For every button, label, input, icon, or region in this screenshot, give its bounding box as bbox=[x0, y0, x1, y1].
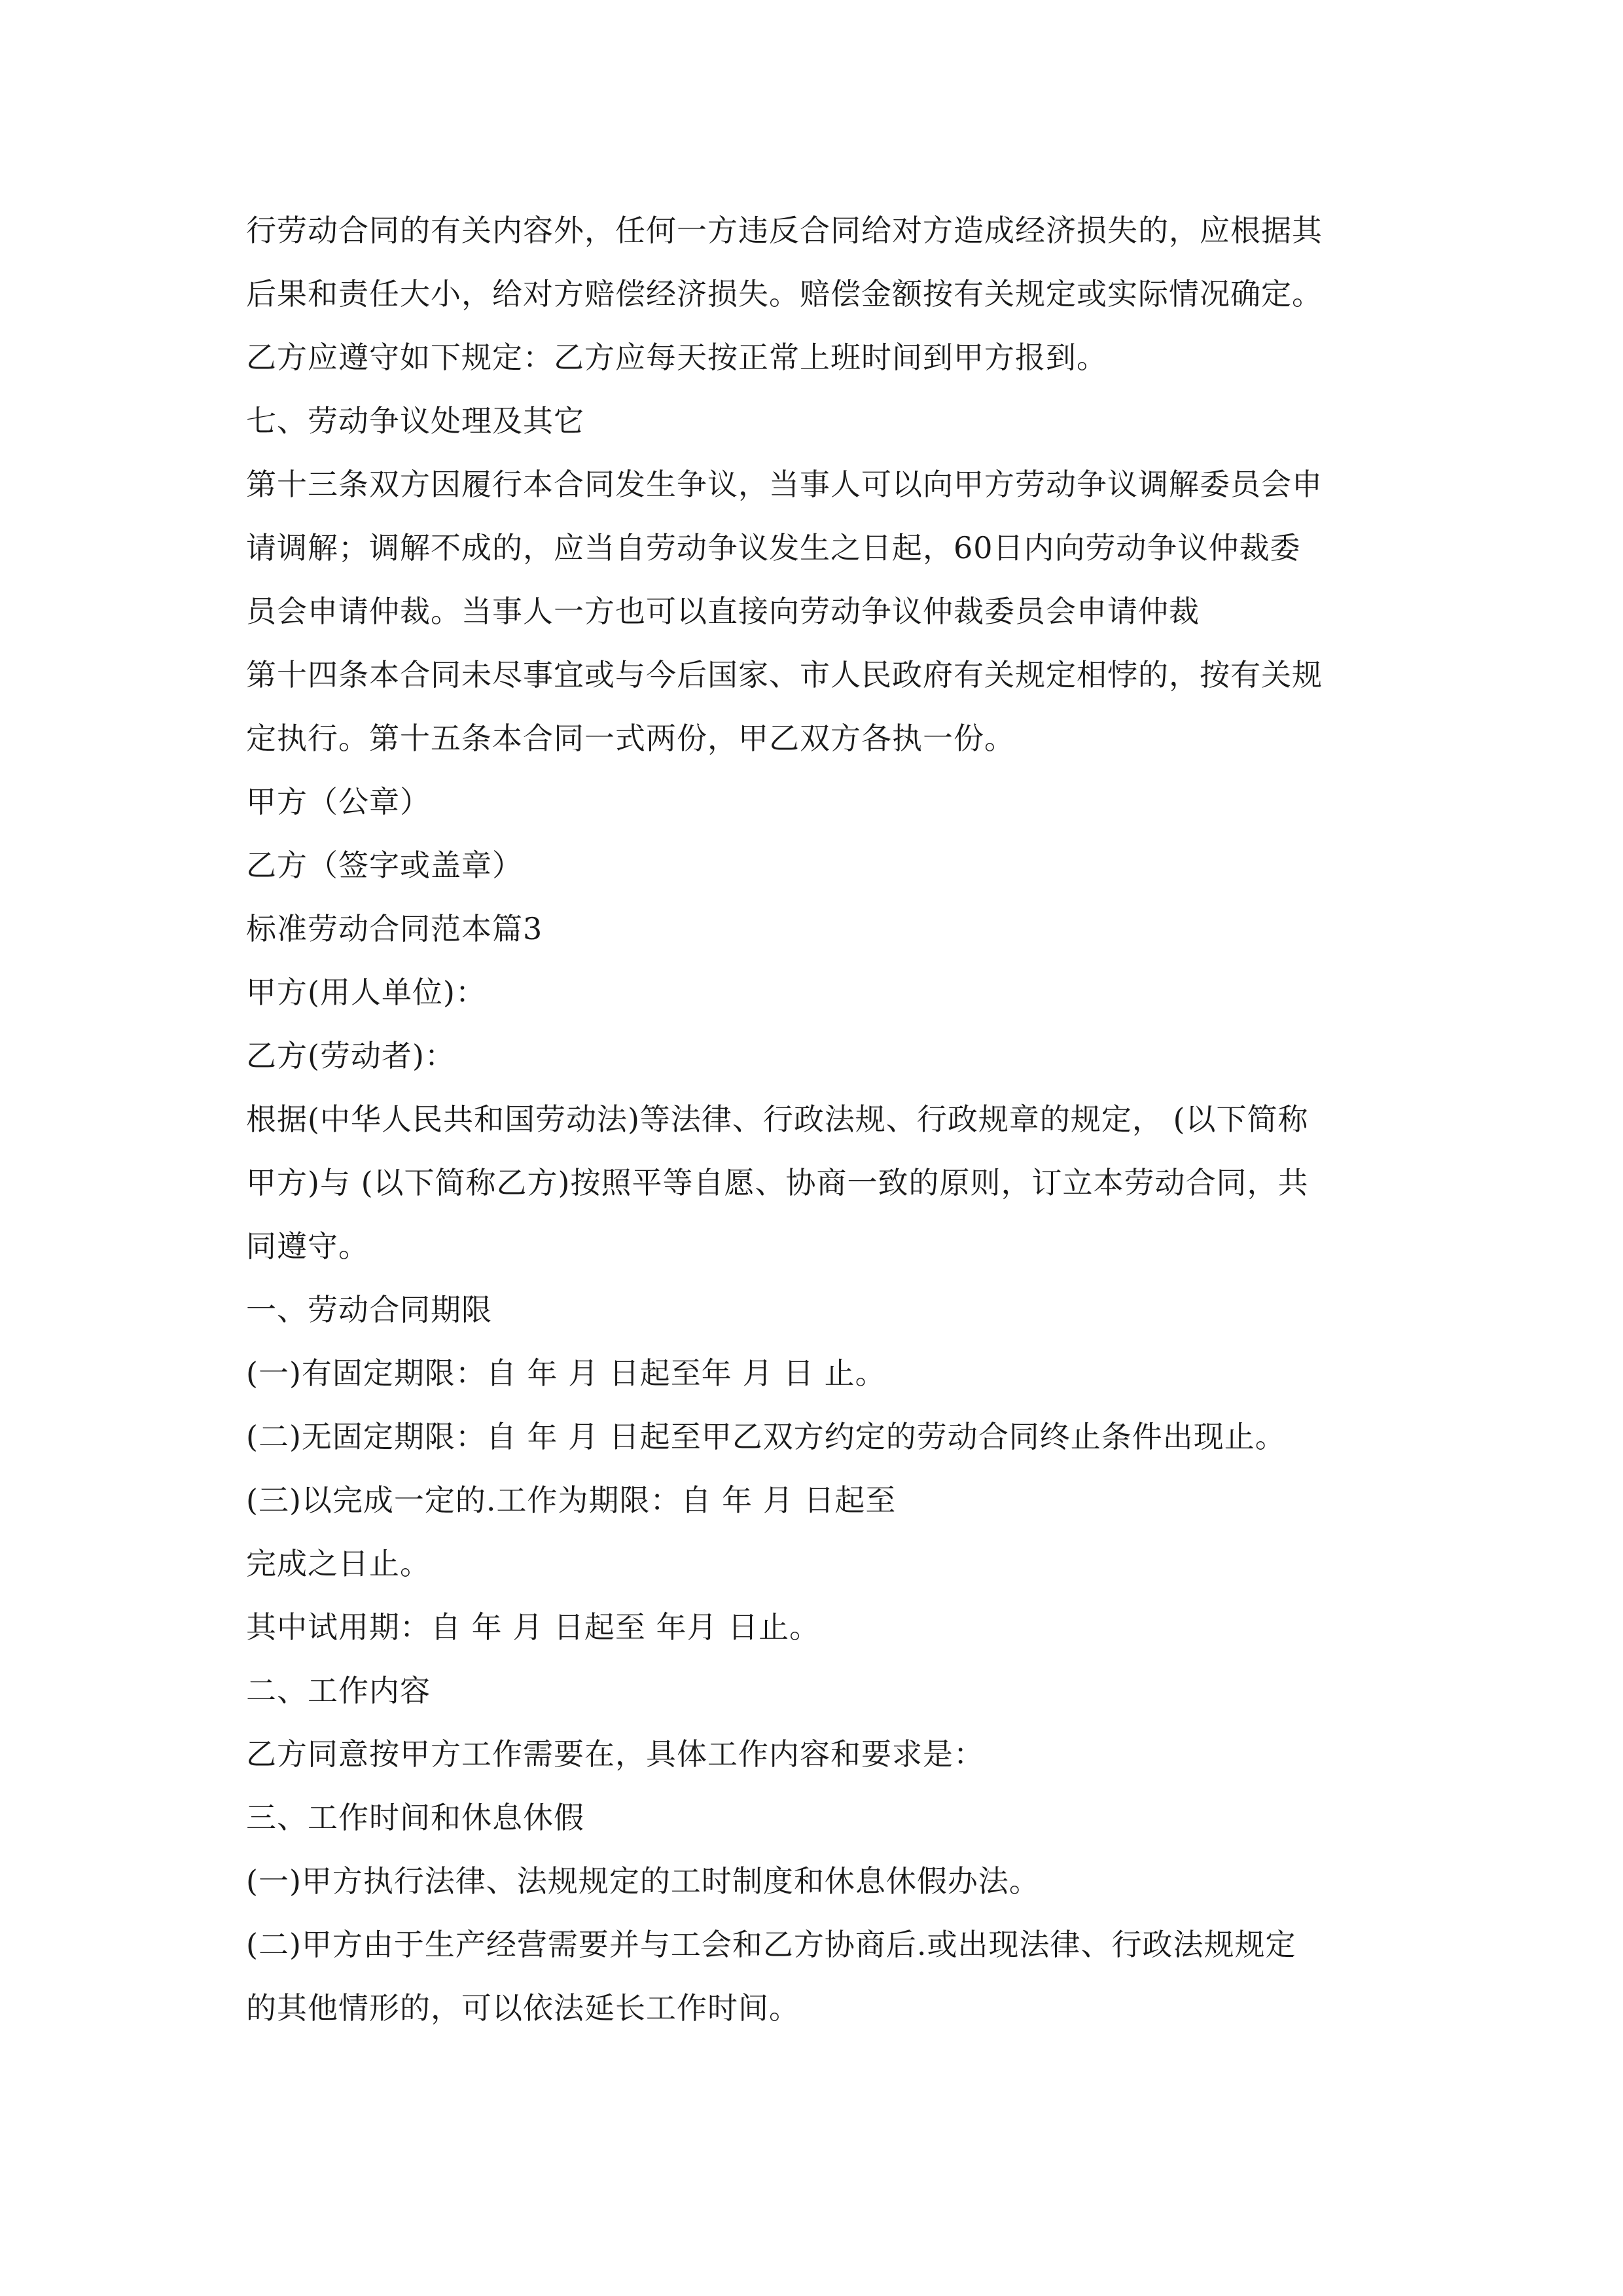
section-heading: 二、工作内容 bbox=[246, 1673, 431, 1708]
signature-party-b: 乙方（签字或盖章） bbox=[246, 848, 523, 883]
text-line: 乙方同意按甲方工作需要在，具体工作内容和要求是： bbox=[246, 1736, 984, 1772]
text-line: 请调解；调解不成的，应当自劳动争议发生之日起，60日内向劳动争议仲裁委 bbox=[246, 530, 1301, 565]
text-line: 行劳动合同的有关内容外，任何一方违反合同给对方造成经济损失的，应根据其 bbox=[246, 213, 1323, 248]
signature-party-a: 甲方（公章） bbox=[246, 784, 431, 819]
text-line: 第十三条双方因履行本合同发生争议，当事人可以向甲方劳动争议调解委员会申 bbox=[246, 467, 1323, 502]
section-heading: 七、劳动争议处理及其它 bbox=[246, 403, 584, 439]
text-line: 的其他情形的，可以依法延长工作时间。 bbox=[246, 1990, 800, 2026]
section-heading: 一、劳动合同期限 bbox=[246, 1292, 492, 1327]
text-line: 第十四条本合同未尽事宜或与今后国家、市人民政府有关规定相悖的，按有关规 bbox=[246, 657, 1323, 692]
document-body bbox=[246, 199, 1398, 2040]
section-heading: 三、工作时间和休息休假 bbox=[246, 1800, 584, 1835]
text-line: (一)有固定期限：自 年 月 日起至年 月 日 止。 bbox=[246, 1355, 886, 1391]
text-line: 乙方应遵守如下规定：乙方应每天按正常上班时间到甲方报到。 bbox=[246, 340, 1107, 375]
party-a-field: 甲方(用人单位)： bbox=[246, 975, 486, 1010]
text-line: 甲方)与 (以下简称乙方)按照平等自愿、协商一致的原则，订立本劳动合同，共 bbox=[246, 1165, 1309, 1200]
text-line: (一)甲方执行法律、法规规定的工时制度和休息休假办法。 bbox=[246, 1863, 1040, 1899]
text-line: (二)无固定期限：自 年 月 日起至甲乙双方约定的劳动合同终止条件出现止。 bbox=[246, 1419, 1286, 1454]
text-line: 其中试用期：自 年 月 日起至 年月 日止。 bbox=[246, 1609, 821, 1645]
text-line: 后果和责任大小，给对方赔偿经济损失。赔偿金额按有关规定或实际情况确定。 bbox=[246, 276, 1323, 312]
text-line: (三)以完成一定的.工作为期限：自 年 月 日起至 bbox=[246, 1482, 897, 1518]
text-line: (二)甲方由于生产经营需要并与工会和乙方协商后.或出现法律、行政法规规定 bbox=[246, 1927, 1296, 1962]
text-line: 根据(中华人民共和国劳动法)等法律、行政法规、行政规章的规定， (以下简称 bbox=[246, 1102, 1309, 1137]
text-line: 员会申请仲裁。当事人一方也可以直接向劳动争议仲裁委员会申请仲裁 bbox=[246, 594, 1200, 629]
text-line: 同遵守。 bbox=[246, 1229, 369, 1264]
party-b-field: 乙方(劳动者)： bbox=[246, 1038, 455, 1073]
document-title: 标准劳动合同范本篇3 bbox=[246, 911, 543, 946]
text-line: 定执行。第十五条本合同一式两份，甲乙双方各执一份。 bbox=[246, 721, 1015, 756]
text-line: 完成之日止。 bbox=[246, 1546, 431, 1581]
